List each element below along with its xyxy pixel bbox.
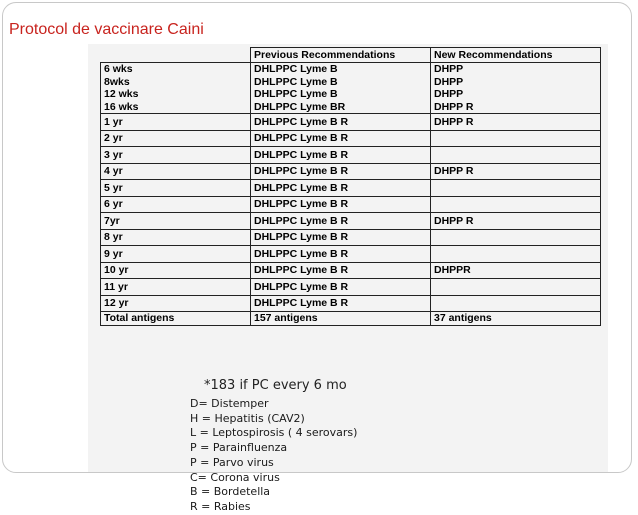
age-cell: 8wks bbox=[101, 76, 251, 89]
table-row bbox=[101, 180, 601, 197]
total-label: Total antigens bbox=[101, 312, 251, 326]
previous-cell: DHLPPC Lyme B bbox=[251, 76, 431, 89]
previous-cell: DHLPPC Lyme B R bbox=[251, 196, 431, 213]
table-row bbox=[101, 163, 601, 180]
table-row bbox=[101, 213, 601, 230]
slide-title: Protocol de vaccinare Caini bbox=[9, 21, 204, 38]
legend-item: L = Leptospirosis ( 4 serovars) bbox=[190, 426, 358, 440]
header-age bbox=[101, 48, 251, 63]
table-header-row bbox=[101, 48, 601, 63]
new-cell: DHPP R bbox=[431, 213, 601, 230]
age-cell: 11 yr bbox=[101, 279, 251, 296]
total-row bbox=[101, 312, 601, 326]
legend-item: R = Rabies bbox=[190, 499, 251, 513]
table-row bbox=[101, 147, 601, 164]
previous-cell: DHLPPC Lyme B R bbox=[251, 229, 431, 246]
table-row bbox=[101, 114, 601, 131]
table-row bbox=[101, 196, 601, 213]
legend-item: D= Distemper bbox=[190, 397, 269, 410]
new-cell bbox=[431, 196, 601, 213]
new-cell bbox=[431, 180, 601, 197]
table-row bbox=[101, 279, 601, 296]
new-cell: DHPP R bbox=[431, 163, 601, 180]
previous-cell: DHLPPC Lyme B R bbox=[251, 262, 431, 279]
age-cell: 2 yr bbox=[101, 130, 251, 147]
new-cell: DHPP R bbox=[431, 101, 601, 114]
total-previous: 157 antigens bbox=[251, 312, 431, 326]
age-cell: 6 yr bbox=[101, 196, 251, 213]
previous-cell: DHLPPC Lyme B R bbox=[251, 180, 431, 197]
previous-cell: DHLPPC Lyme B R bbox=[251, 246, 431, 263]
legend-item: C= Corona virus bbox=[190, 470, 280, 484]
table-row bbox=[101, 76, 601, 89]
previous-cell: DHLPPC Lyme B bbox=[251, 63, 431, 76]
previous-cell: DHLPPC Lyme B R bbox=[251, 130, 431, 147]
previous-cell: DHLPPC Lyme B R bbox=[251, 295, 431, 312]
age-cell: 12 yr bbox=[101, 295, 251, 312]
table-row bbox=[101, 229, 601, 246]
legend-item: P = Parainfluenza bbox=[190, 441, 288, 455]
new-cell: DHPP bbox=[431, 76, 601, 89]
table-row bbox=[101, 130, 601, 147]
previous-cell: DHLPPC Lyme B R bbox=[251, 213, 431, 230]
table-row bbox=[101, 295, 601, 312]
legend-item: H = Hepatitis (CAV2) bbox=[190, 411, 305, 425]
age-cell: 16 wks bbox=[101, 101, 251, 114]
new-cell bbox=[431, 295, 601, 312]
previous-cell: DHLPPC Lyme B bbox=[251, 88, 431, 101]
total-new: 37 antigens bbox=[431, 312, 601, 326]
new-cell: DHPP R bbox=[431, 114, 601, 131]
legend-item: B = Bordetella bbox=[190, 485, 271, 499]
age-cell: 10 yr bbox=[101, 262, 251, 279]
table-row bbox=[101, 246, 601, 263]
new-cell bbox=[431, 130, 601, 147]
age-cell: 6 wks bbox=[101, 63, 251, 76]
header-previous: Previous Recommendations bbox=[251, 48, 431, 63]
previous-cell: DHLPPC Lyme B R bbox=[251, 163, 431, 180]
antigen-legend bbox=[190, 397, 357, 515]
age-cell: 8 yr bbox=[101, 229, 251, 246]
legend-item: P = Parvo virus bbox=[190, 455, 274, 469]
previous-cell: DHLPPC Lyme BR bbox=[251, 101, 431, 114]
new-cell bbox=[431, 279, 601, 296]
age-cell: 4 yr bbox=[101, 163, 251, 180]
antigen-note: *183 if PC every 6 mo bbox=[204, 378, 347, 393]
new-cell: DHPP bbox=[431, 63, 601, 76]
table-row bbox=[101, 262, 601, 279]
age-cell: 3 yr bbox=[101, 147, 251, 164]
previous-cell: DHLPPC Lyme B R bbox=[251, 279, 431, 296]
previous-cell: DHLPPC Lyme B R bbox=[251, 114, 431, 131]
new-cell: DHPPR bbox=[431, 262, 601, 279]
header-new: New Recommendations bbox=[431, 48, 601, 63]
new-cell bbox=[431, 246, 601, 263]
vaccination-table bbox=[100, 47, 601, 326]
new-cell bbox=[431, 147, 601, 164]
age-cell: 5 yr bbox=[101, 180, 251, 197]
table-row bbox=[101, 101, 601, 114]
age-cell: 1 yr bbox=[101, 114, 251, 131]
age-cell: 12 wks bbox=[101, 88, 251, 101]
new-cell bbox=[431, 229, 601, 246]
age-cell: 9 yr bbox=[101, 246, 251, 263]
age-cell: 7yr bbox=[101, 213, 251, 230]
new-cell: DHPP bbox=[431, 88, 601, 101]
previous-cell: DHLPPC Lyme B R bbox=[251, 147, 431, 164]
table-row bbox=[101, 88, 601, 101]
table-row bbox=[101, 63, 601, 76]
slide-content bbox=[88, 44, 608, 513]
